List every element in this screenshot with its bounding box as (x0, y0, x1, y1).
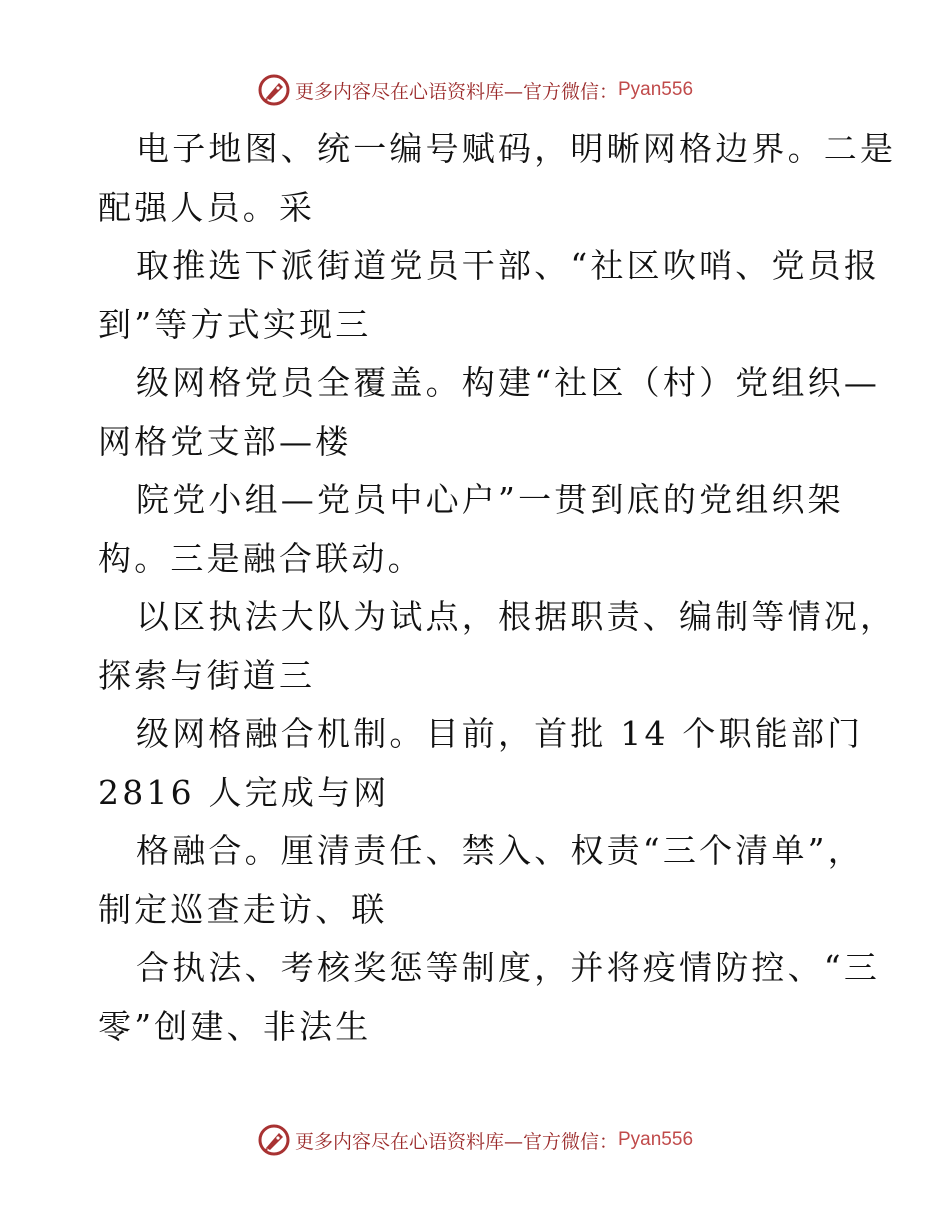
text-line: 院党小组—党员中心户”一贯到底的党组织架 (136, 480, 844, 519)
text-line: 级网格党员全覆盖。构建“社区（村）党组织— (136, 363, 881, 402)
text-line: 取推选下派街道党员干部、“社区吹哨、党员报 (136, 246, 881, 285)
text-line: 构。三是融合联动。 (98, 538, 424, 578)
watermark-text: 更多内容尽在心语资料库—官方微信： (294, 80, 618, 103)
watermark-wechat-id: Pyan556 (618, 79, 694, 100)
footer-watermark (0, 1120, 950, 1160)
text-line: 电子地图、统一编号赋码，明晰网格边界。二是 (136, 129, 897, 168)
text-line: 2816 人完成与网 (98, 772, 390, 812)
pen-logo-icon (257, 1123, 291, 1157)
watermark-text: 更多内容尽在心语资料库—官方微信： (294, 1130, 618, 1153)
text-line: 以区执法大队为试点，根据职责、编制等情况， (136, 597, 897, 636)
pen-logo-icon (257, 73, 291, 107)
text-line: 合执法、考核奖惩等制度，并将疫情防控、“三 (136, 948, 881, 987)
header-watermark (0, 70, 950, 110)
text-line: 零”创建、非法生 (98, 1006, 372, 1046)
text-line: 到”等方式实现三 (98, 304, 372, 344)
text-line: 配强人员。采 (98, 187, 316, 227)
text-line: 级网格融合机制。目前，首批 14 个职能部门 (136, 714, 864, 753)
text-line: 探索与街道三 (98, 655, 316, 695)
text-line: 格融合。厘清责任、禁入、权责“三个清单”， (136, 831, 864, 870)
text-line: 网格党支部—楼 (98, 421, 352, 461)
watermark-wechat-id: Pyan556 (618, 1129, 694, 1150)
document-body (98, 120, 897, 1056)
text-line: 制定巡查走访、联 (98, 889, 388, 929)
